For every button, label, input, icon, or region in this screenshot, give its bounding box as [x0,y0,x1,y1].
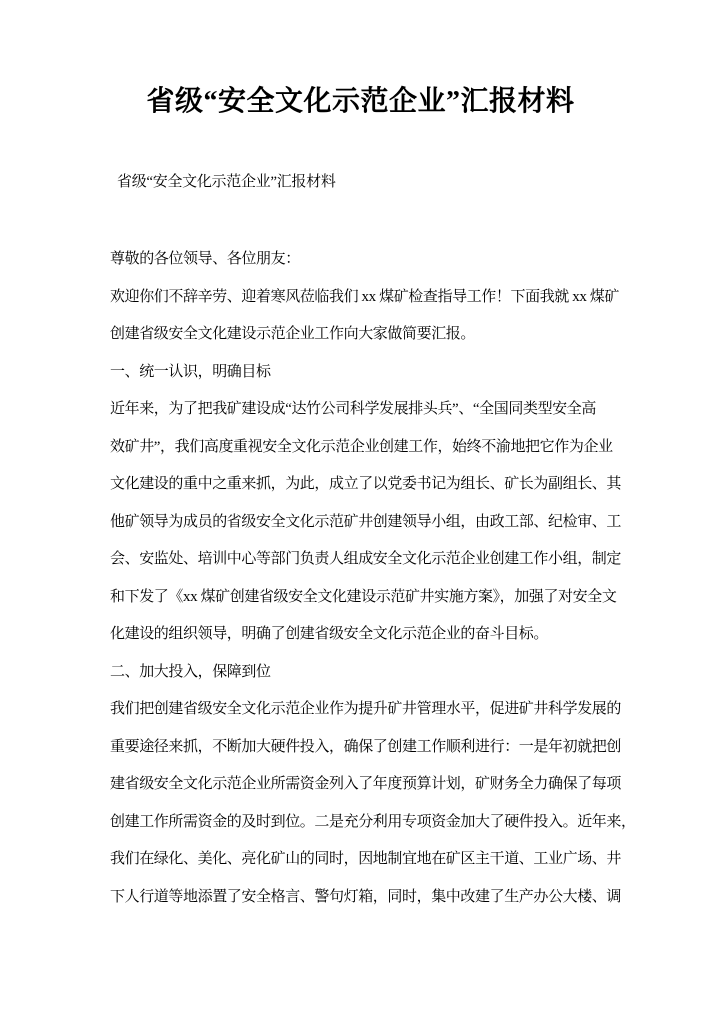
text-line: 创建工作所需资金的及时到位。二是充分利用专项资金加大了硬件投入。近年来， [110,813,636,830]
text-line: 我们把创建省级安全文化示范企业作为提升矿井管理水平，促进矿井科学发展的 [110,701,622,717]
text-line: 尊敬的各位领导、各位朋友： [110,251,300,267]
paragraph [110,241,625,279]
text-line: 效矿井”，我们高度重视安全文化示范企业创建工作，始终不渝地把它作为企业 [110,438,613,455]
text-line: 重要途径来抓，不断加大硬件投入，确保了创建工作顺利进行：一是年初就把创 [110,738,622,755]
text-line: 和下发了《xx 煤矿创建省级安全文化建设示范矿井实施方案》，加强了对安全文 [110,588,617,605]
text-line: 创建省级安全文化建设示范企业工作向大家做简要汇报。 [110,326,476,342]
paragraph [110,354,625,392]
text-line: 下人行道等地添置了安全格言、警句灯箱，同时，集中改建了生产办公大楼、调 [110,888,622,905]
text-line: 近年来，为了把我矿建设成“达竹公司科学发展排头兵”、“全国同类型安全高 [110,401,596,417]
paragraph [110,391,625,654]
paragraph [110,654,625,692]
document-title: 省级“安全文化示范企业”汇报材料 [146,86,575,117]
text-line: 他矿领导为成员的省级安全文化示范矿井创建领导小组，由政工部、纪检审、工 [110,513,622,530]
paragraph [110,279,625,354]
text-line: 化建设的组织领导，明确了创建省级安全文化示范企业的奋斗目标。 [110,626,549,642]
text-line: 二、加大投入，保障到位 [110,663,271,680]
document-body [110,241,636,916]
document-subtitle: 省级“安全文化示范企业”汇报材料 [117,174,336,190]
text-line: 会、安监处、培训中心等部门负责人组成安全文化示范企业创建工作小组，制定 [110,551,622,567]
paragraph [110,691,636,916]
text-line: 文化建设的重中之重来抓，为此，成立了以党委书记为组长、矿长为副组长、其 [110,476,622,492]
text-line: 建省级安全文化示范企业所需资金列入了年度预算计划，矿财务全力确保了每项 [110,776,622,792]
text-line: 欢迎你们不辞辛劳、迎着寒风莅临我们 xx 煤矿检查指导工作！下面我就 xx 煤矿 [110,288,620,305]
text-line: 我们在绿化、美化、亮化矿山的同时，因地制宜地在矿区主干道、工业广场、井 [110,851,622,867]
text-line: 一、统一认识，明确目标 [110,363,271,380]
